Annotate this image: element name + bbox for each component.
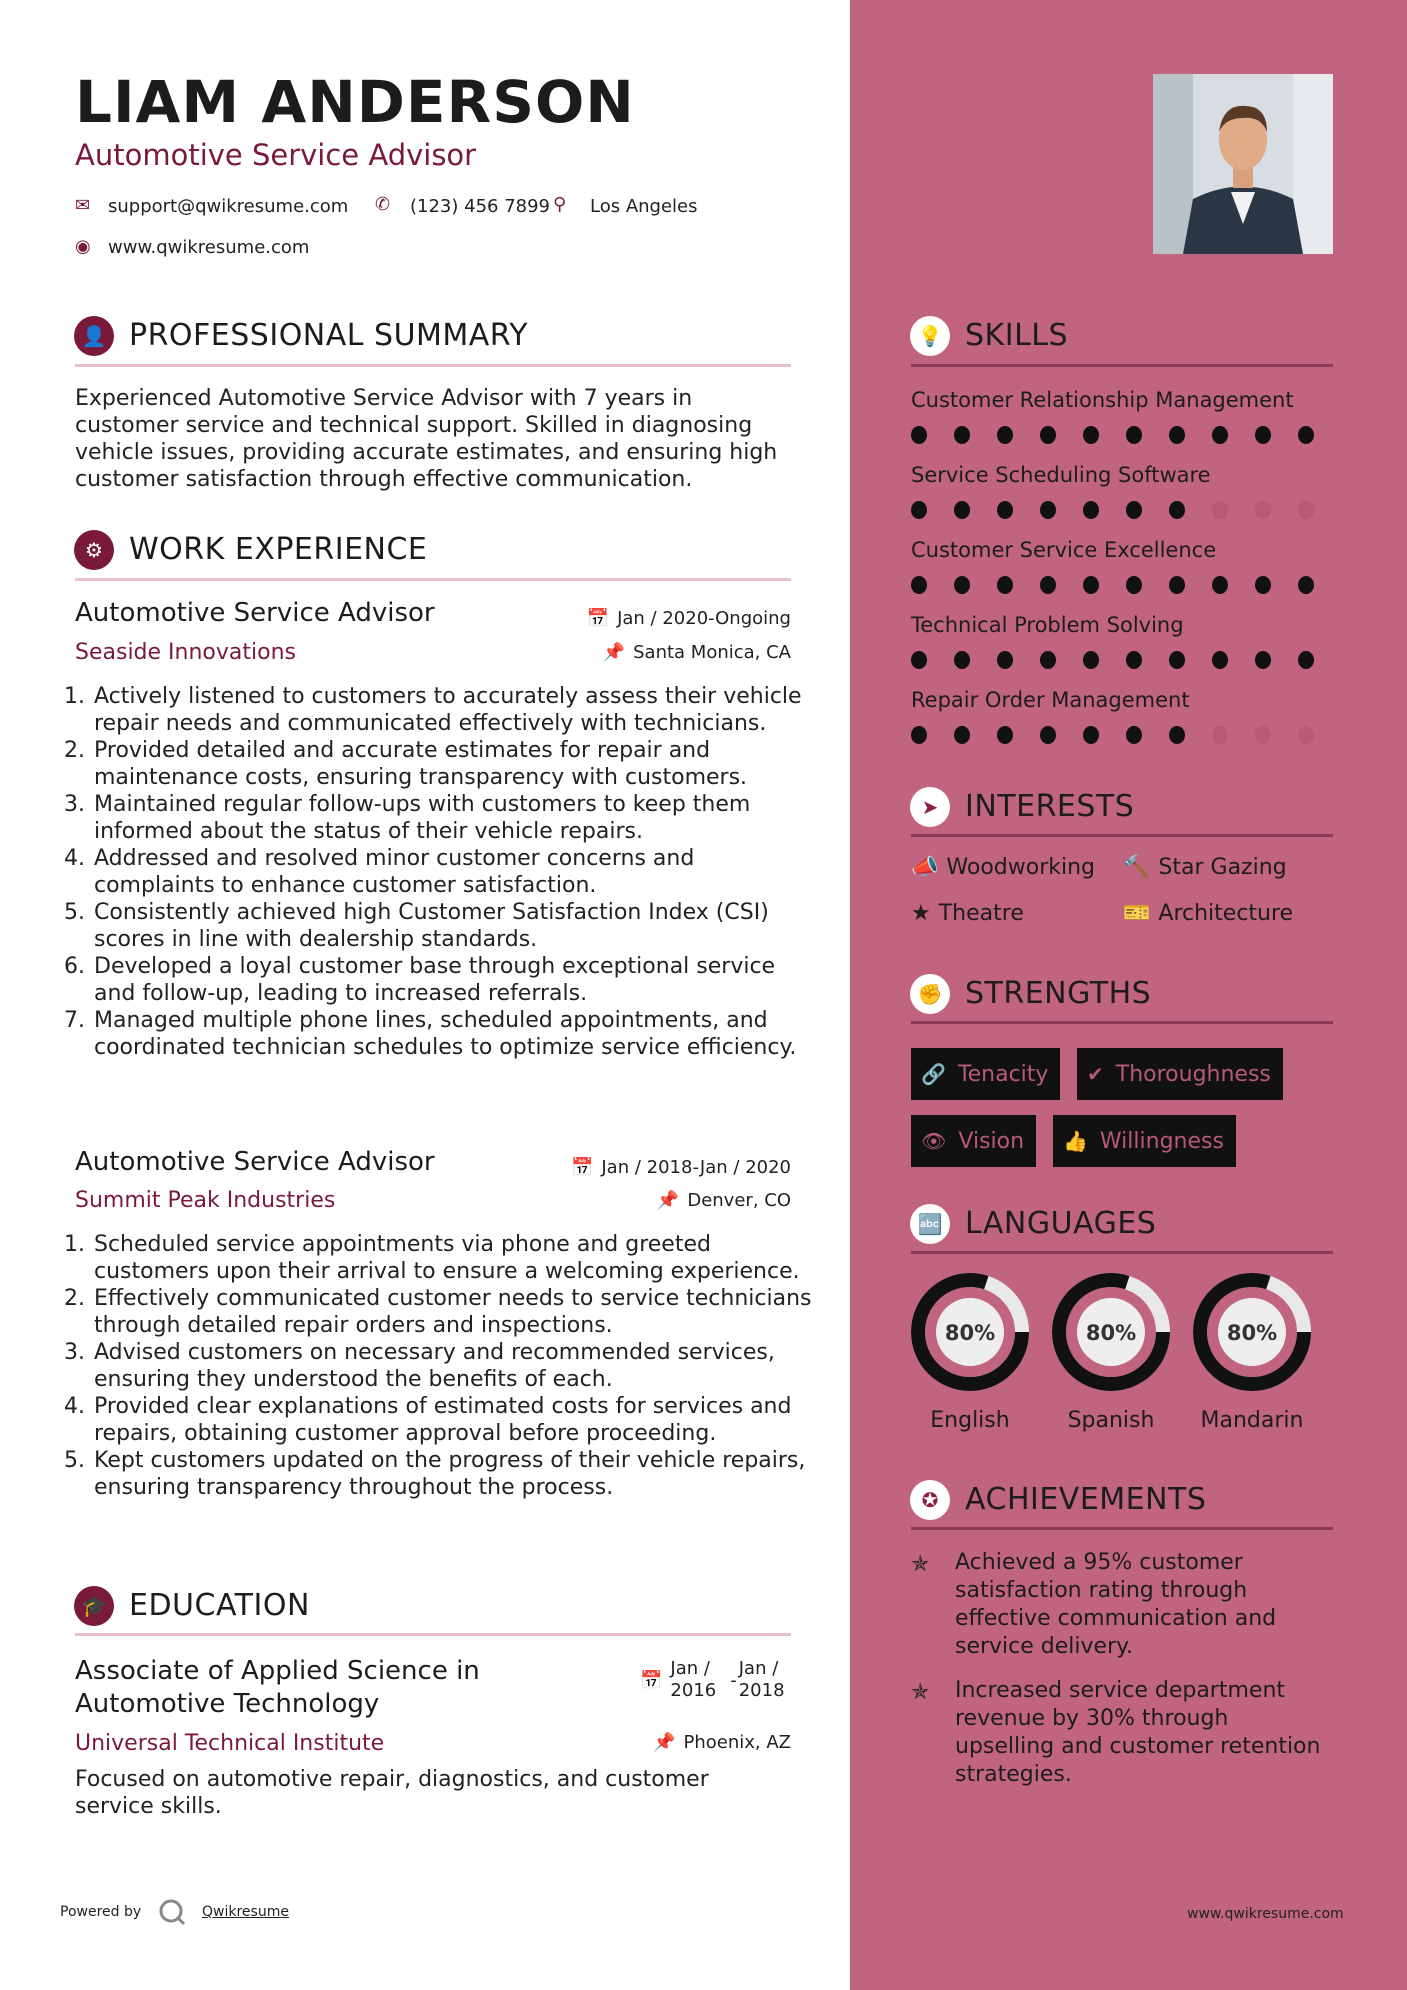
- rating-dot-filled: [1126, 426, 1142, 444]
- experience-heading: WORK EXPERIENCE: [129, 532, 428, 567]
- location-text: Los Angeles: [590, 196, 698, 217]
- strengths-heading: STRENGTHS: [965, 976, 1152, 1011]
- job-date-text: Jan / 2018-Jan / 2020: [601, 1157, 791, 1178]
- skill-item: [911, 538, 1341, 613]
- achievement-line: effective communication and: [955, 1606, 1277, 1631]
- rating-dot-filled: [997, 726, 1013, 744]
- language-gauge: [900, 1270, 1040, 1400]
- interest-label: Star Gazing: [1158, 855, 1287, 880]
- education-text: Focused on automotive repair, diagnostics, and customer service skills.: [75, 1767, 709, 1819]
- user-icon: 👤: [74, 316, 114, 356]
- rating-dot-filled: [997, 576, 1013, 594]
- language-item: [1182, 1270, 1322, 1433]
- rating-dot-filled: [1083, 651, 1099, 669]
- graduation-cap-icon: 🎓: [74, 1586, 114, 1626]
- portrait-illustration: [1153, 74, 1333, 254]
- rating-dot-filled: [1126, 726, 1142, 744]
- rating-dot-filled: [1255, 576, 1271, 594]
- strength-label: Thoroughness: [1115, 1061, 1271, 1087]
- rating-dot-filled: [1040, 576, 1056, 594]
- rating-dot-filled: [1083, 426, 1099, 444]
- list-item: 3. Advised customers on necessary and recommended services, ensuring they understood the benefits of each.: [92, 1339, 812, 1393]
- medal-star-icon: ✯: [911, 1552, 930, 1577]
- list-item: 2. Provided detailed and accurate estimates for repair and maintenance costs, ensuring transparency with customers.: [92, 737, 812, 791]
- school-name: Universal Technical Institute: [75, 1731, 385, 1756]
- list-item: 1. Scheduled service appointments via phone and greeted customers upon their arrival to ensure a welcoming experience.: [92, 1231, 812, 1285]
- rating-dot-filled: [997, 651, 1013, 669]
- email-link[interactable]: support@qwikresume.com: [108, 196, 349, 217]
- skill-name: Repair Order Management: [911, 688, 1190, 712]
- fist-icon: ✊: [910, 974, 950, 1014]
- list-item: 3. Maintained regular follow-ups with customers to keep them informed about the status of their vehicle repairs.: [92, 791, 812, 845]
- map-pin-icon: ⚲: [553, 194, 567, 215]
- rating-dot-filled: [1169, 651, 1185, 669]
- summary-text: Experienced Automotive Service Advisor with 7 years in customer service and technical support. Skilled in diagnosing vehicle issues, providing accurate estimates, and ensuring high customer satisfaction through effective communication.: [75, 386, 778, 492]
- company-name: Summit Peak Industries: [75, 1188, 336, 1213]
- pin-icon: 📌: [653, 1732, 676, 1753]
- strength-chip: [1077, 1048, 1283, 1100]
- language-name: English: [930, 1408, 1010, 1433]
- gauge-label: 80%: [1226, 1321, 1278, 1345]
- rating-dot-filled: [1169, 576, 1185, 594]
- language-name: Mandarin: [1200, 1408, 1304, 1433]
- briefcase-icon: ⚙: [74, 530, 114, 570]
- gavel-icon: 🔨: [1123, 855, 1151, 880]
- languages-divider: [911, 1251, 1333, 1254]
- list-item: 4. Provided clear explanations of estimated costs for services and repairs, obtaining customer approval before proceeding.: [92, 1393, 812, 1447]
- skill-name: Service Scheduling Software: [911, 463, 1211, 487]
- medal-star-icon: ✯: [911, 1680, 930, 1705]
- education-location: [560, 1732, 791, 1753]
- edu-date-sep: -: [730, 1669, 737, 1691]
- ticket-icon: 🎫: [1123, 901, 1151, 926]
- job-date: [560, 1157, 791, 1178]
- website-link[interactable]: www.qwikresume.com: [108, 237, 310, 258]
- job-location-text: Denver, CO: [687, 1190, 791, 1211]
- rating-dot-filled: [911, 576, 927, 594]
- skill-name: Customer Service Excellence: [911, 538, 1217, 562]
- pin-icon: 📌: [602, 642, 626, 663]
- rating-dot-filled: [1212, 576, 1228, 594]
- rating-dot-filled: [1169, 726, 1185, 744]
- rating-dot-filled: [1212, 426, 1228, 444]
- list-item: 1. Actively listened to customers to accurately assess their vehicle repair needs and communicated effectively with technicians.: [92, 683, 812, 737]
- rating-dot-filled: [954, 426, 970, 444]
- rating-dot-filled: [1083, 576, 1099, 594]
- job-date-text: Jan / 2020-Ongoing: [617, 608, 791, 629]
- powered-by-text: Powered by: [60, 1904, 142, 1920]
- edu-start-year: 2016: [670, 1680, 717, 1701]
- rating-dot-filled: [911, 726, 927, 744]
- list-item: 5. Consistently achieved high Customer Satisfaction Index (CSI) scores in line with dealership standards.: [92, 899, 812, 953]
- rating-dot-filled: [911, 501, 927, 519]
- edu-start-month: Jan /: [670, 1658, 710, 1679]
- edu-end-year: 2018: [738, 1680, 785, 1701]
- interest-item: [1123, 901, 1293, 926]
- rating-dot-empty: [1255, 501, 1271, 519]
- job-date: [560, 608, 791, 629]
- skill-item: [911, 688, 1341, 763]
- rating-dot-filled: [1169, 426, 1185, 444]
- achievement-line: Increased service department: [955, 1678, 1286, 1703]
- job-title: Automotive Service Advisor: [75, 1147, 435, 1177]
- strength-chip: [911, 1115, 1036, 1167]
- rating-dot-filled: [911, 651, 927, 669]
- gauge-label: 80%: [1085, 1321, 1137, 1345]
- skill-name: Customer Relationship Management: [911, 388, 1294, 412]
- degree-line: Automotive Technology: [75, 1689, 380, 1719]
- achievement-line: Achieved a 95% customer: [955, 1550, 1243, 1575]
- summary-divider: [75, 364, 791, 367]
- achievement-line: strategies.: [955, 1762, 1072, 1787]
- rating-dot-filled: [1040, 426, 1056, 444]
- lightbulb-icon: 💡: [910, 316, 950, 356]
- rating-dot-filled: [1083, 501, 1099, 519]
- achievement-line: service delivery.: [955, 1634, 1133, 1659]
- checkmark-icon: ✔: [1087, 1062, 1104, 1086]
- envelope-icon: ✉: [75, 195, 91, 216]
- education-date: [640, 1658, 785, 1702]
- binoculars-icon: 👁: [921, 1129, 947, 1153]
- rating-dot-filled: [911, 426, 927, 444]
- rating-dot-filled: [1040, 651, 1056, 669]
- job-location: [560, 642, 791, 663]
- list-item: 4. Addressed and resolved minor customer concerns and complaints to enhance customer satisfaction.: [92, 845, 812, 899]
- job-title: Automotive Service Advisor: [75, 598, 435, 628]
- skill-item: [911, 388, 1341, 463]
- rating-dot-filled: [1126, 651, 1142, 669]
- rating-dot-filled: [1255, 651, 1271, 669]
- trophy-star-icon: ✪: [910, 1480, 950, 1520]
- calendar-icon: 📅: [570, 1157, 594, 1178]
- rating-dot-filled: [1255, 426, 1271, 444]
- education-divider: [75, 1633, 791, 1636]
- link-icon: 🔗: [921, 1062, 946, 1086]
- globe-icon: ◉: [75, 236, 91, 257]
- phone-icon: ✆: [375, 194, 391, 215]
- skills-list: [911, 388, 1341, 763]
- profile-photo: [1153, 74, 1333, 254]
- interest-item: [911, 901, 1024, 926]
- edu-end-month: Jan /: [738, 1658, 779, 1679]
- achievement-item: [955, 1549, 1335, 1661]
- rating-dot-filled: [1126, 576, 1142, 594]
- interests-divider: [911, 834, 1333, 837]
- gauge-label: 80%: [944, 1321, 996, 1345]
- interest-label: Theatre: [938, 901, 1024, 926]
- rating-dot-empty: [1298, 501, 1314, 519]
- paper-plane-icon: ➤: [910, 787, 950, 827]
- qwikresume-logo-icon: [158, 1898, 186, 1926]
- company-name: Seaside Innovations: [75, 640, 296, 665]
- rating-dot-filled: [997, 426, 1013, 444]
- skill-name: Technical Problem Solving: [911, 613, 1184, 637]
- rating-dot-filled: [954, 576, 970, 594]
- rating-dot-filled: [1126, 501, 1142, 519]
- thumbs-up-icon: 👍: [1063, 1129, 1088, 1153]
- candidate-title: Automotive Service Advisor: [75, 138, 477, 172]
- language-name: Spanish: [1067, 1408, 1155, 1433]
- job-location: [560, 1190, 791, 1211]
- achievement-line: satisfaction rating through: [955, 1578, 1248, 1603]
- achievements-divider: [911, 1527, 1333, 1530]
- megaphone-icon: 📣: [911, 855, 939, 880]
- job-duties: [75, 1231, 812, 1501]
- job-location-text: Santa Monica, CA: [633, 642, 791, 663]
- rating-dot-filled: [954, 726, 970, 744]
- achievement-item: [955, 1677, 1345, 1789]
- rating-dot-empty: [1255, 726, 1271, 744]
- interest-label: Woodworking: [946, 855, 1096, 880]
- degree-title: [75, 1655, 480, 1721]
- skill-item: [911, 613, 1341, 688]
- strength-chip: [911, 1048, 1060, 1100]
- calendar-icon: 📅: [640, 1669, 663, 1691]
- degree-line: Associate of Applied Science in: [75, 1656, 480, 1686]
- star-icon: ★: [911, 901, 931, 926]
- skill-rating: [911, 426, 1341, 444]
- skills-divider: [911, 364, 1333, 367]
- achievement-line: upselling and customer retention: [955, 1734, 1321, 1759]
- skill-rating: [911, 726, 1341, 744]
- achievements-heading: ACHIEVEMENTS: [965, 1482, 1207, 1517]
- rating-dot-filled: [1298, 576, 1314, 594]
- rating-dot-filled: [954, 651, 970, 669]
- skill-rating: [911, 576, 1341, 594]
- strength-chip: [1053, 1115, 1236, 1167]
- skill-rating: [911, 651, 1341, 669]
- languages-list: [900, 1270, 1340, 1450]
- rating-dot-filled: [997, 501, 1013, 519]
- interests-heading: INTERESTS: [965, 789, 1135, 824]
- strength-label: Tenacity: [957, 1061, 1049, 1087]
- footer-website: www.qwikresume.com: [1187, 1906, 1344, 1922]
- list-item: 2. Effectively communicated customer needs to service technicians through detailed repair orders and inspections.: [92, 1285, 812, 1339]
- interest-item: [911, 855, 1095, 880]
- experience-divider: [75, 578, 791, 581]
- languages-heading: LANGUAGES: [965, 1206, 1157, 1241]
- edu-end: [739, 1658, 785, 1702]
- rating-dot-filled: [954, 501, 970, 519]
- language-item: [1041, 1270, 1181, 1433]
- language-gauge: [1182, 1270, 1322, 1400]
- rating-dot-empty: [1298, 726, 1314, 744]
- edu-location-text: Phoenix, AZ: [683, 1732, 791, 1753]
- calendar-icon: 📅: [586, 608, 610, 629]
- skill-rating: [911, 501, 1341, 519]
- interest-label: Architecture: [1158, 901, 1294, 926]
- skill-item: [911, 463, 1341, 538]
- rating-dot-empty: [1212, 726, 1228, 744]
- rating-dot-filled: [1298, 651, 1314, 669]
- rating-dot-filled: [1298, 426, 1314, 444]
- rating-dot-empty: [1212, 501, 1228, 519]
- pin-icon: 📌: [656, 1190, 680, 1211]
- education-heading: EDUCATION: [129, 1588, 310, 1623]
- language-item: [900, 1270, 1040, 1433]
- job-duties: [75, 683, 812, 1061]
- language-gauge: [1041, 1270, 1181, 1400]
- summary-heading: PROFESSIONAL SUMMARY: [129, 318, 529, 353]
- strength-label: Willingness: [1099, 1128, 1224, 1154]
- list-item: 5. Kept customers updated on the progress of their vehicle repairs, ensuring transparency throughout the process.: [92, 1447, 812, 1501]
- skills-heading: SKILLS: [965, 318, 1069, 353]
- language-icon: 🔤: [910, 1204, 950, 1244]
- strengths-divider: [911, 1021, 1333, 1024]
- rating-dot-filled: [1212, 651, 1228, 669]
- edu-start: [670, 1658, 716, 1702]
- rating-dot-filled: [1083, 726, 1099, 744]
- interest-item: [1123, 855, 1287, 880]
- list-item: 6. Developed a loyal customer base through exceptional service and follow-up, leading to increased referrals.: [92, 953, 812, 1007]
- qwikresume-link[interactable]: Qwikresume: [202, 1904, 289, 1920]
- rating-dot-filled: [1040, 501, 1056, 519]
- phone-number: (123) 456 7899: [410, 196, 551, 217]
- rating-dot-filled: [1040, 726, 1056, 744]
- rating-dot-filled: [1169, 501, 1185, 519]
- achievement-line: revenue by 30% through: [955, 1706, 1229, 1731]
- strength-label: Vision: [958, 1128, 1025, 1154]
- candidate-name: LIAM ANDERSON: [75, 68, 635, 136]
- list-item: 7. Managed multiple phone lines, scheduled appointments, and coordinated technician schedules to optimize service efficiency.: [92, 1007, 812, 1061]
